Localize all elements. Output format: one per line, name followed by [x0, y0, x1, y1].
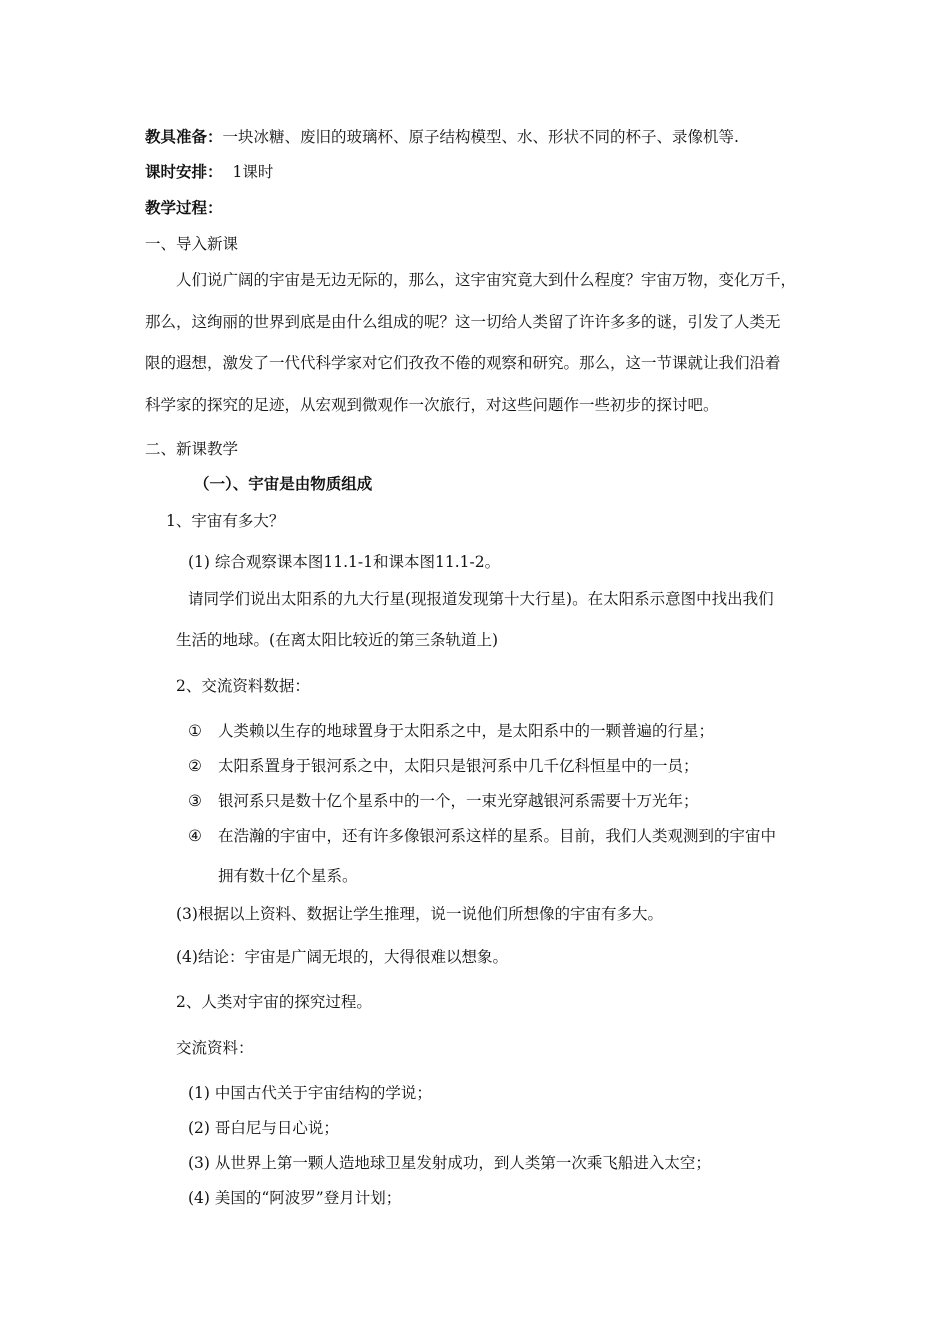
- fact-item: [188, 791, 699, 811]
- question-1: 1、宇宙有多大？: [166, 512, 285, 530]
- fact-marker: ①: [188, 722, 202, 740]
- process-label: 教学过程：: [145, 199, 223, 217]
- tools-line: [145, 127, 739, 147]
- history-item: (3) 从世界上第一颗人造地球卫星发射成功，到人类第一次乘飞船进入太空；: [188, 1154, 711, 1172]
- intro-para-line: 限的遐想，激发了一代代科学家对它们孜孜不倦的观察和研究。那么，这一节课就让我们沿着: [145, 354, 781, 372]
- section2-heading: 二、新课教学: [145, 440, 239, 458]
- fact-continuation: 拥有数十亿个星系。: [218, 867, 358, 885]
- conclusion-line: (4)结论：宇宙是广阔无垠的，大得很难以想象。: [176, 948, 508, 966]
- question-2: 2、交流资料数据：: [176, 677, 310, 695]
- fact-marker: ③: [188, 792, 202, 810]
- observe-line: (1) 综合观察课本图11.1-1和课本图11.1-2。: [188, 553, 501, 571]
- tools-text: 一块冰糖、废旧的玻璃杯、原子结构模型、水、形状不同的杯子、录像机等.: [222, 128, 739, 146]
- schedule-line: [145, 162, 273, 182]
- fact-text: 在浩瀚的宇宙中，还有许多像银河系这样的星系。目前，我们人类观测到的宇宙中: [218, 827, 777, 845]
- ask-line: 生活的地球。(在离太阳比较近的第三条轨道上): [176, 631, 499, 649]
- sub-heading: （一）、宇宙是由物质组成: [194, 475, 373, 493]
- history-item: (1) 中国古代关于宇宙结构的学说；: [188, 1084, 432, 1102]
- schedule-text: 1课时: [232, 163, 274, 181]
- fact-text: 银河系只是数十亿个星系中的一个，一束光穿越银河系需要十万光年；: [218, 792, 699, 810]
- history-item: (2) 哥白尼与日心说；: [188, 1119, 339, 1137]
- infer-line: (3)根据以上资料、数据让学生推理，说一说他们所想像的宇宙有多大。: [176, 905, 663, 923]
- fact-item: [188, 721, 714, 741]
- intro-para-line: 人们说广阔的宇宙是无边无际的，那么，这宇宙究竟大到什么程度？宇宙万物，变化万千，: [176, 271, 797, 289]
- intro-para-line: 那么，这绚丽的世界到底是由什么组成的呢？这一切给人类留了许许多多的谜，引发了人类无: [145, 313, 781, 331]
- schedule-label: 课时安排：: [145, 163, 223, 181]
- fact-marker: ④: [188, 827, 202, 845]
- fact-item: [188, 826, 776, 846]
- question-3: 2、人类对宇宙的探究过程。: [176, 993, 372, 1011]
- history-item: (4) 美国的“阿波罗”登月计划；: [188, 1189, 402, 1207]
- fact-marker: ②: [188, 757, 202, 775]
- ask-line: 请同学们说出太阳系的九大行星(现报道发现第十大行星)。在太阳系示意图中找出我们: [188, 590, 774, 608]
- intro-para-line: 科学家的探究的足迹，从宏观到微观作一次旅行，对这些问题作一些初步的探讨吧。: [145, 396, 719, 414]
- tools-label: 教具准备：: [145, 128, 223, 146]
- fact-item: [188, 756, 699, 776]
- fact-text: 太阳系置身于银河系之中，太阳只是银河系中几千亿科恒星中的一员；: [218, 757, 699, 775]
- fact-text: 人类赖以生存的地球置身于太阳系之中，是太阳系中的一颗普遍的行星；: [218, 722, 715, 740]
- exchange-label: 交流资料：: [176, 1039, 254, 1057]
- section1-heading: 一、导入新课: [145, 235, 239, 253]
